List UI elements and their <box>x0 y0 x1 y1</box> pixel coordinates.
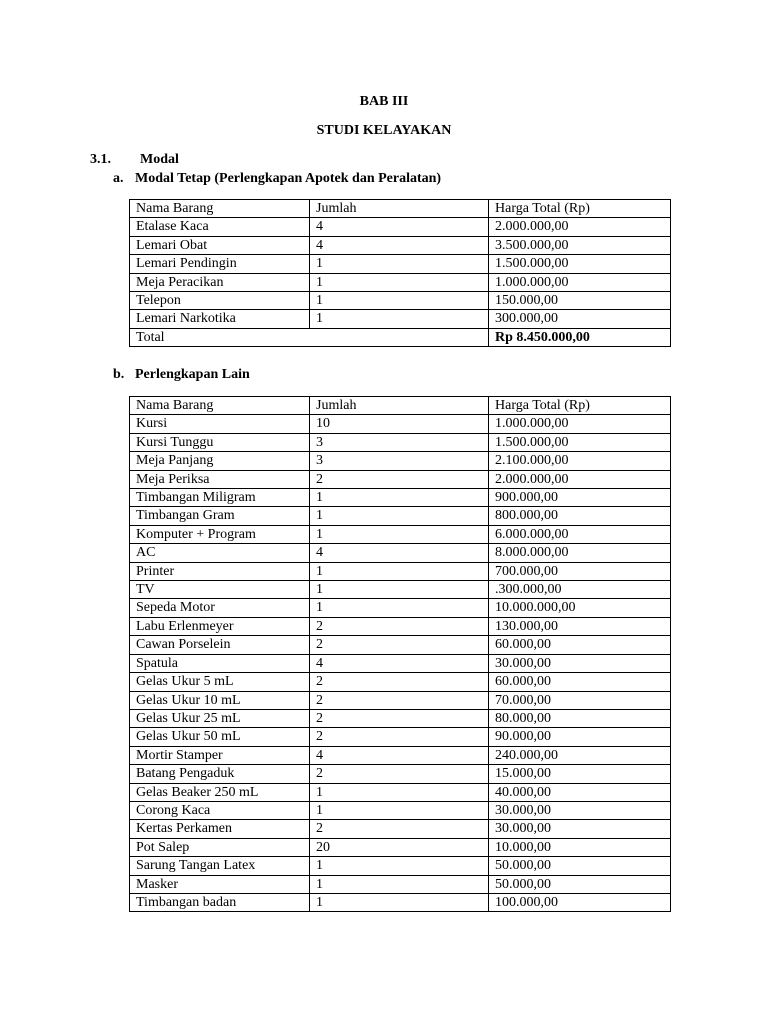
quantity-cell: 3 <box>310 433 489 451</box>
quantity-cell: 1 <box>310 801 489 819</box>
quantity-cell: 1 <box>310 581 489 599</box>
table-row <box>130 783 671 801</box>
table-header-row <box>130 397 671 415</box>
total-price-cell: 3.500.000,00 <box>489 236 671 254</box>
item-name-cell: Etalase Kaca <box>130 218 310 236</box>
item-name-cell: Lemari Narkotika <box>130 310 310 328</box>
total-price-cell: 50.000,00 <box>489 857 671 875</box>
total-price-cell: 130.000,00 <box>489 617 671 635</box>
total-price-cell: 1.500.000,00 <box>489 255 671 273</box>
table-row <box>130 875 671 893</box>
table-row <box>130 544 671 562</box>
quantity-cell: 1 <box>310 893 489 911</box>
total-price-cell: 2.000.000,00 <box>489 470 671 488</box>
quantity-cell: 2 <box>310 728 489 746</box>
quantity-cell: 1 <box>310 292 489 310</box>
quantity-cell: 1 <box>310 525 489 543</box>
table-row <box>130 292 671 310</box>
item-name-cell: Kursi Tunggu <box>130 433 310 451</box>
quantity-cell: 2 <box>310 636 489 654</box>
quantity-cell: 1 <box>310 783 489 801</box>
total-price-cell: 80.000,00 <box>489 709 671 727</box>
table-row <box>130 617 671 635</box>
table-row <box>130 525 671 543</box>
quantity-cell: 1 <box>310 255 489 273</box>
column-header: Nama Barang <box>130 397 310 415</box>
item-name-cell: Gelas Beaker 250 mL <box>130 783 310 801</box>
item-name-cell: Pot Salep <box>130 838 310 856</box>
total-price-cell: 10.000,00 <box>489 838 671 856</box>
total-price-cell: 2.100.000,00 <box>489 452 671 470</box>
item-name-cell: Printer <box>130 562 310 580</box>
quantity-cell: 4 <box>310 654 489 672</box>
quantity-cell: 1 <box>310 857 489 875</box>
item-name-cell: Cawan Porselein <box>130 636 310 654</box>
item-name-cell: Meja Peracikan <box>130 273 310 291</box>
subsection-a-title: Modal Tetap (Perlengkapan Apotek dan Peralatan) <box>135 171 442 186</box>
item-name-cell: Spatula <box>130 654 310 672</box>
total-row <box>130 328 671 346</box>
table-row <box>130 562 671 580</box>
total-price-cell: 240.000,00 <box>489 746 671 764</box>
table-row <box>130 415 671 433</box>
table-row <box>130 893 671 911</box>
item-name-cell: Gelas Ukur 50 mL <box>130 728 310 746</box>
quantity-cell: 4 <box>310 544 489 562</box>
table-row <box>130 857 671 875</box>
item-name-cell: Timbangan Gram <box>130 507 310 525</box>
column-header: Harga Total (Rp) <box>489 397 671 415</box>
quantity-cell: 1 <box>310 273 489 291</box>
total-price-cell: 6.000.000,00 <box>489 525 671 543</box>
table-row <box>130 599 671 617</box>
table-row <box>130 310 671 328</box>
table-row <box>130 218 671 236</box>
section-number: 3.1. <box>90 152 111 167</box>
quantity-cell: 2 <box>310 820 489 838</box>
table-row <box>130 581 671 599</box>
table-row <box>130 273 671 291</box>
table-row <box>130 673 671 691</box>
table-row <box>130 489 671 507</box>
quantity-cell: 10 <box>310 415 489 433</box>
total-price-cell: 100.000,00 <box>489 893 671 911</box>
table-row <box>130 255 671 273</box>
subsection-b-title: Perlengkapan Lain <box>135 367 250 382</box>
total-price-cell: .300.000,00 <box>489 581 671 599</box>
quantity-cell: 2 <box>310 765 489 783</box>
total-price-cell: 1.000.000,00 <box>489 273 671 291</box>
item-name-cell: Kursi <box>130 415 310 433</box>
fixed-capital-table <box>129 199 671 347</box>
table-row <box>130 654 671 672</box>
total-price-cell: 800.000,00 <box>489 507 671 525</box>
table-row <box>130 452 671 470</box>
quantity-cell: 1 <box>310 875 489 893</box>
total-price-cell: 60.000,00 <box>489 673 671 691</box>
quantity-cell: 2 <box>310 709 489 727</box>
quantity-cell: 1 <box>310 310 489 328</box>
table-row <box>130 636 671 654</box>
section-title: Modal <box>140 152 179 167</box>
item-name-cell: Lemari Pendingin <box>130 255 310 273</box>
column-header: Harga Total (Rp) <box>489 200 671 218</box>
total-price-cell: 700.000,00 <box>489 562 671 580</box>
chapter-title: STUDI KELAYAKAN <box>316 123 452 138</box>
table-row <box>130 709 671 727</box>
item-name-cell: Komputer + Program <box>130 525 310 543</box>
total-price-cell: 300.000,00 <box>489 310 671 328</box>
chapter-heading: BAB III <box>359 94 409 109</box>
item-name-cell: Mortir Stamper <box>130 746 310 764</box>
item-name-cell: Gelas Ukur 25 mL <box>130 709 310 727</box>
table-row <box>130 765 671 783</box>
total-price-cell: 90.000,00 <box>489 728 671 746</box>
quantity-cell: 4 <box>310 218 489 236</box>
column-header: Jumlah <box>310 200 489 218</box>
table-row <box>130 728 671 746</box>
item-name-cell: Masker <box>130 875 310 893</box>
total-price-cell: 30.000,00 <box>489 801 671 819</box>
quantity-cell: 4 <box>310 746 489 764</box>
quantity-cell: 2 <box>310 673 489 691</box>
table-row <box>130 236 671 254</box>
item-name-cell: Sarung Tangan Latex <box>130 857 310 875</box>
item-name-cell: Lemari Obat <box>130 236 310 254</box>
item-name-cell: Kertas Perkamen <box>130 820 310 838</box>
total-price-cell: 70.000,00 <box>489 691 671 709</box>
item-name-cell: Gelas Ukur 10 mL <box>130 691 310 709</box>
table-header-row <box>130 200 671 218</box>
table-row <box>130 470 671 488</box>
item-name-cell: Gelas Ukur 5 mL <box>130 673 310 691</box>
table-row <box>130 838 671 856</box>
total-price-cell: 2.000.000,00 <box>489 218 671 236</box>
item-name-cell: TV <box>130 581 310 599</box>
quantity-cell: 1 <box>310 489 489 507</box>
total-price-cell: 40.000,00 <box>489 783 671 801</box>
quantity-cell: 3 <box>310 452 489 470</box>
total-label: Total <box>130 328 489 346</box>
item-name-cell: AC <box>130 544 310 562</box>
total-price-cell: 15.000,00 <box>489 765 671 783</box>
quantity-cell: 2 <box>310 691 489 709</box>
quantity-cell: 2 <box>310 617 489 635</box>
item-name-cell: Batang Pengaduk <box>130 765 310 783</box>
table-row <box>130 691 671 709</box>
column-header: Jumlah <box>310 397 489 415</box>
item-name-cell: Timbangan Miligram <box>130 489 310 507</box>
item-name-cell: Labu Erlenmeyer <box>130 617 310 635</box>
table-row <box>130 507 671 525</box>
total-price-cell: 30.000,00 <box>489 820 671 838</box>
total-price-cell: 50.000,00 <box>489 875 671 893</box>
total-price-cell: 150.000,00 <box>489 292 671 310</box>
quantity-cell: 1 <box>310 599 489 617</box>
other-equipment-table <box>129 396 671 912</box>
quantity-cell: 1 <box>310 507 489 525</box>
total-price-cell: 30.000,00 <box>489 654 671 672</box>
item-name-cell: Meja Periksa <box>130 470 310 488</box>
item-name-cell: Timbangan badan <box>130 893 310 911</box>
table-row <box>130 820 671 838</box>
quantity-cell: 4 <box>310 236 489 254</box>
total-value: Rp 8.450.000,00 <box>489 328 671 346</box>
table-row <box>130 433 671 451</box>
column-header: Nama Barang <box>130 200 310 218</box>
quantity-cell: 2 <box>310 470 489 488</box>
total-price-cell: 900.000,00 <box>489 489 671 507</box>
item-name-cell: Telepon <box>130 292 310 310</box>
subsection-b-letter: b. <box>113 367 125 382</box>
item-name-cell: Meja Panjang <box>130 452 310 470</box>
total-price-cell: 60.000,00 <box>489 636 671 654</box>
total-price-cell: 1.500.000,00 <box>489 433 671 451</box>
quantity-cell: 1 <box>310 562 489 580</box>
item-name-cell: Corong Kaca <box>130 801 310 819</box>
table-row <box>130 801 671 819</box>
total-price-cell: 1.000.000,00 <box>489 415 671 433</box>
subsection-a-letter: a. <box>113 171 124 186</box>
total-price-cell: 10.000.000,00 <box>489 599 671 617</box>
table-row <box>130 746 671 764</box>
quantity-cell: 20 <box>310 838 489 856</box>
item-name-cell: Sepeda Motor <box>130 599 310 617</box>
total-price-cell: 8.000.000,00 <box>489 544 671 562</box>
